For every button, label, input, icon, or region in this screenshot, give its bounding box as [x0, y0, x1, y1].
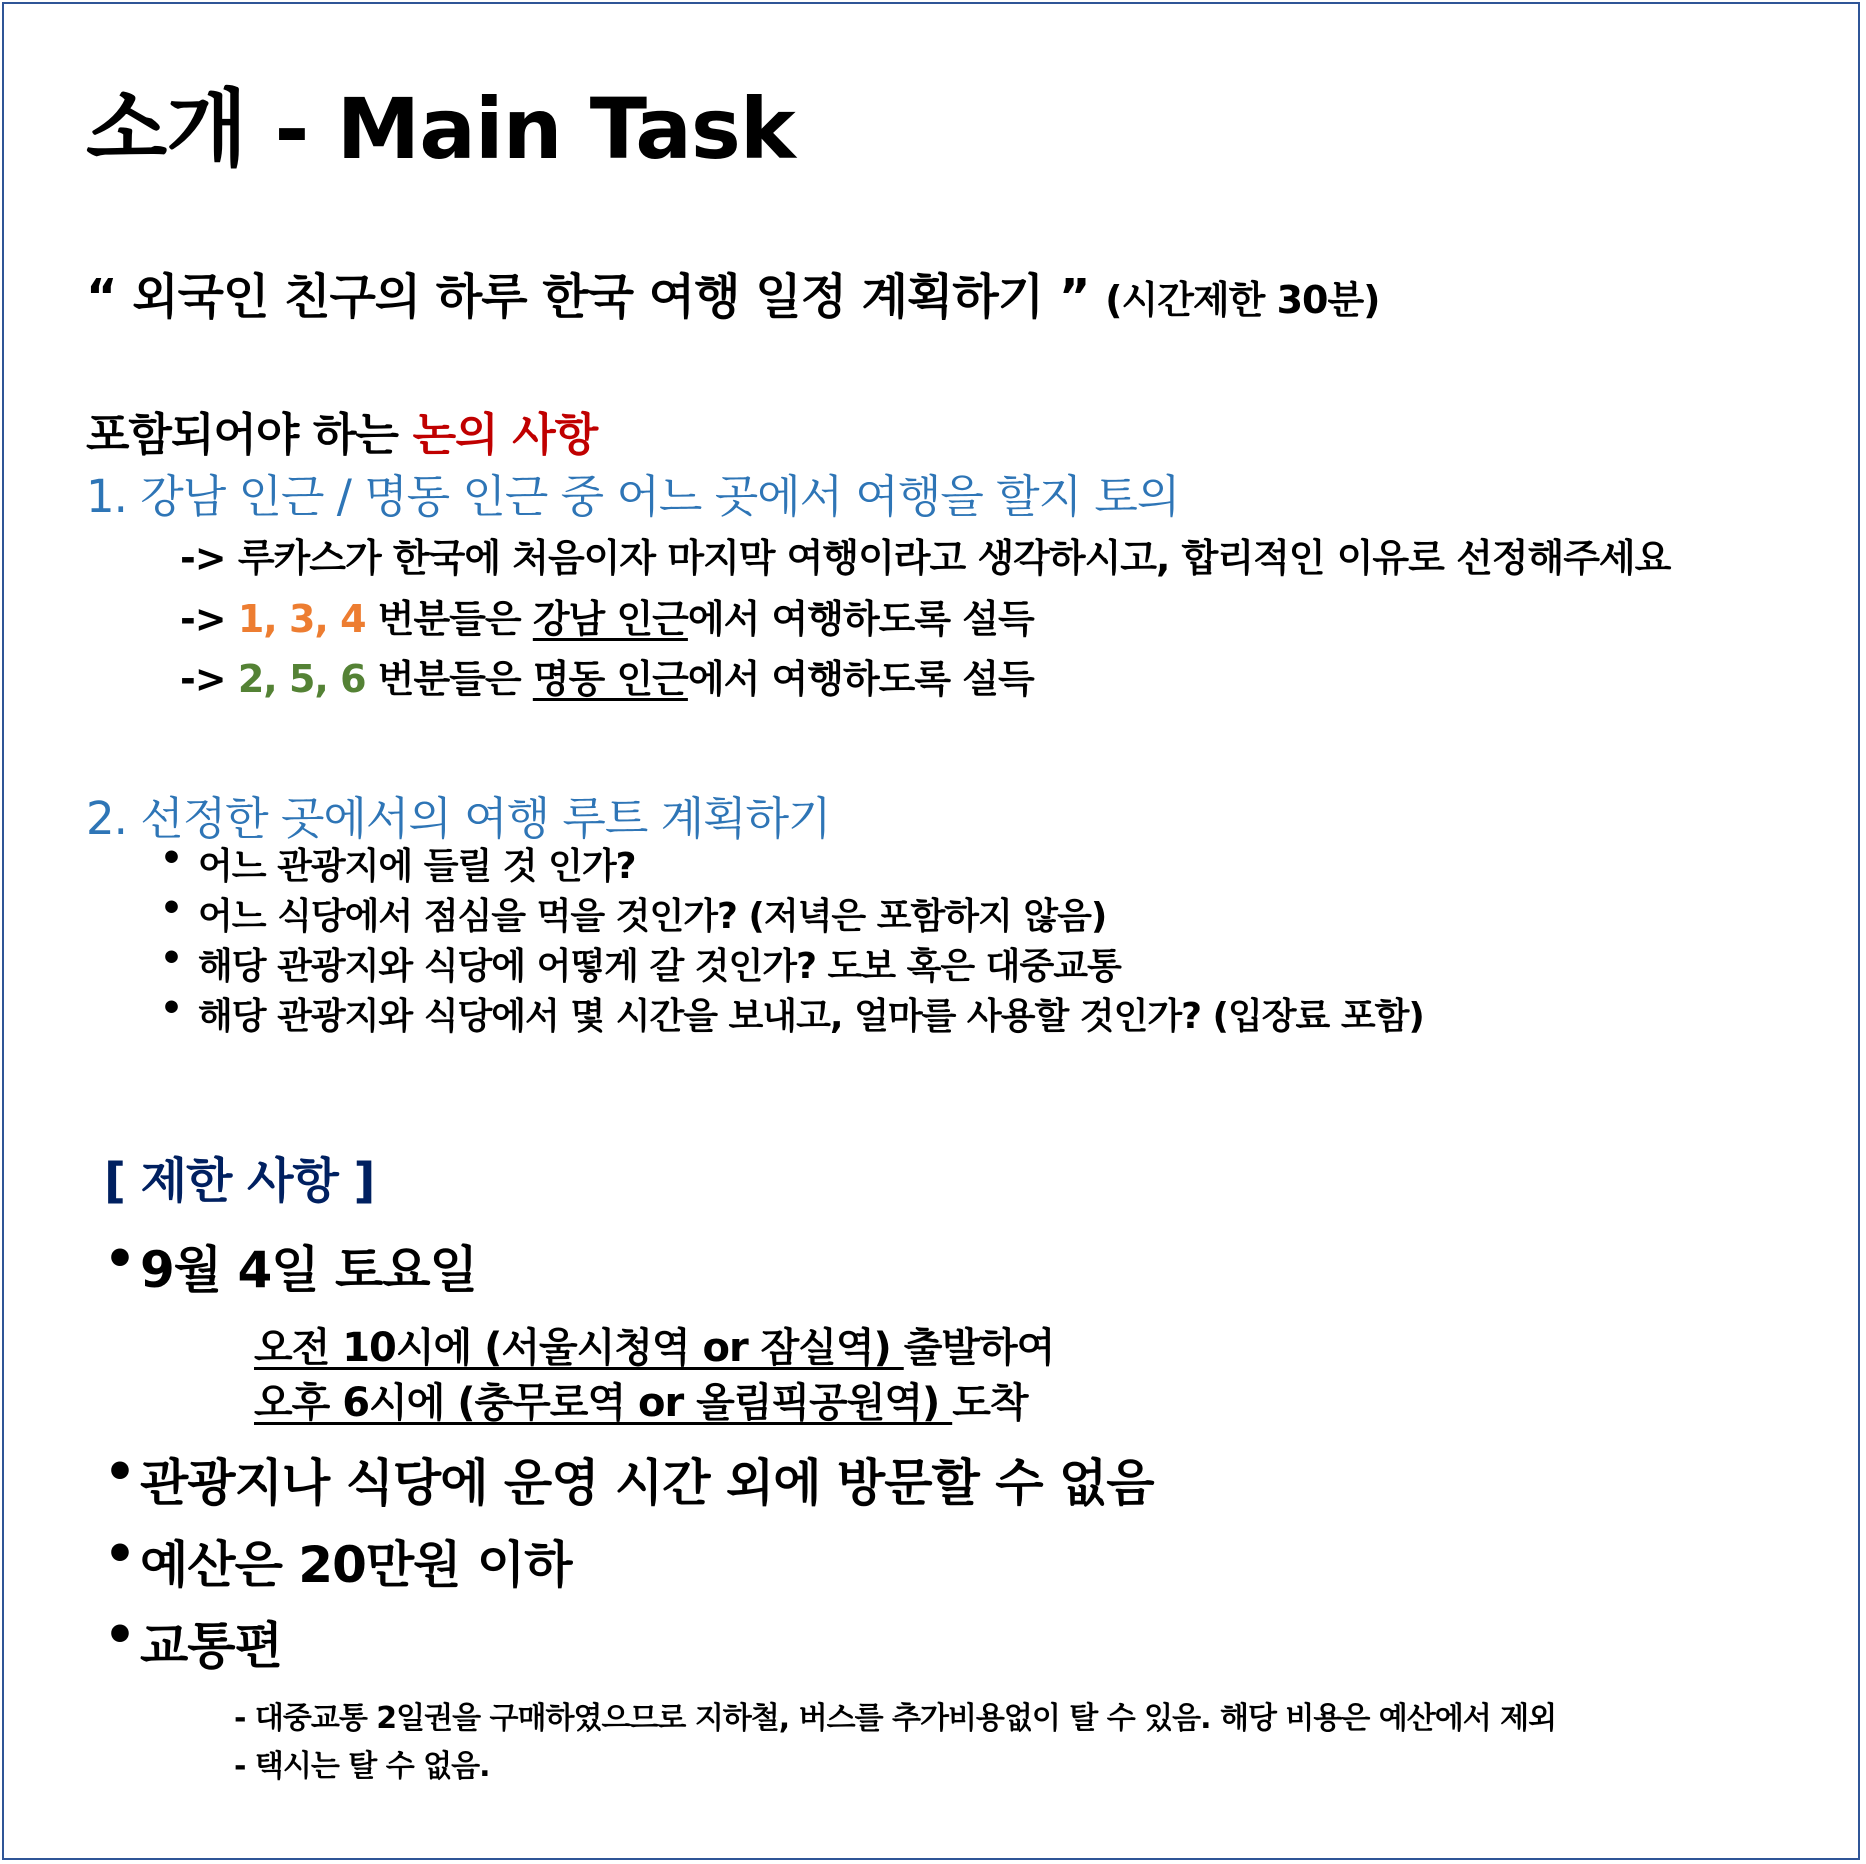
- item2-title: 2. 선정한 곳에서의 여행 루트 계획하기: [86, 792, 831, 845]
- limit-date: • 9월 4일 토요일: [104, 1230, 477, 1302]
- route-bullet: • 해당 관광지와 식당에 어떻게 갈 것인가? 도보 혹은 대중교통: [160, 938, 1121, 989]
- discussion-prefix: 포함되어야 하는: [86, 408, 398, 461]
- arrive-station: 오후 6시에 (충무로역 or 올림픽공원역): [254, 1380, 953, 1426]
- arrow-marker: ->: [180, 657, 226, 701]
- place-myeongdong: 명동 인근: [532, 657, 688, 701]
- task-subtitle: [86, 258, 1380, 327]
- depart-tail: 출발하여: [903, 1325, 1055, 1371]
- route-bullet: • 해당 관광지와 식당에서 몇 시간을 보내고, 얼마를 사용할 것인가? (입장료 포함): [160, 988, 1424, 1039]
- arrive-tail: 도착: [952, 1380, 1028, 1426]
- slide-title: 소개 - Main Task: [86, 80, 795, 178]
- transport-note-taxi: - 택시는 탈 수 없음.: [234, 1749, 490, 1784]
- transport-note-pass: - 대중교통 2일권을 구매하였으므로 지하철, 버스를 추가비용없이 탈 수 있음. 해당 비용은 예산에서 제외: [234, 1701, 1557, 1736]
- group-numbers: 1, 3, 4: [237, 597, 366, 641]
- discussion-highlight: 논의 사항: [412, 408, 598, 461]
- item1-myeongdong-group: [180, 648, 1034, 703]
- arrive-line: [254, 1371, 1027, 1428]
- group-suffix: 번분들은: [377, 657, 521, 701]
- route-bullet: • 어느 식당에서 점심을 먹을 것인가? (저녁은 포함하지 않음): [160, 888, 1106, 939]
- discussion-heading: [86, 398, 597, 463]
- persuade-text: 에서 여행하도록 설득: [687, 597, 1034, 641]
- limit-budget: • 예산은 20만원 이하: [104, 1525, 572, 1597]
- task-quote: “ 외국인 친구의 하루 한국 여행 일정 계획하기 ”: [86, 269, 1090, 325]
- depart-line: [254, 1316, 1054, 1373]
- limit-hours: • 관광지나 식당에 운영 시간 외에 방문할 수 없음: [104, 1443, 1154, 1515]
- route-bullet: • 어느 관광지에 들릴 것 인가?: [160, 838, 636, 889]
- depart-station: 오전 10시에 (서울시청역 or 잠실역): [254, 1325, 904, 1371]
- time-limit-note: (시간제한 30분): [1105, 278, 1380, 322]
- group-suffix: 번분들은: [377, 597, 521, 641]
- limits-heading: [ 제한 사항 ]: [104, 1153, 375, 1209]
- limit-transport: • 교통편: [104, 1606, 282, 1678]
- group-numbers: 2, 5, 6: [237, 657, 366, 701]
- item1-gangnam-group: [180, 588, 1034, 643]
- item1-guideline: -> 루카스가 한국에 처음이자 마지막 여행이라고 생각하시고, 합리적인 이유로 선정해주세요: [180, 536, 1671, 580]
- item1-title: 1. 강남 인근 / 명동 인근 중 어느 곳에서 여행을 할지 토의: [86, 470, 1180, 523]
- place-gangnam: 강남 인근: [532, 597, 688, 641]
- arrow-marker: ->: [180, 597, 226, 641]
- persuade-text: 에서 여행하도록 설득: [687, 657, 1034, 701]
